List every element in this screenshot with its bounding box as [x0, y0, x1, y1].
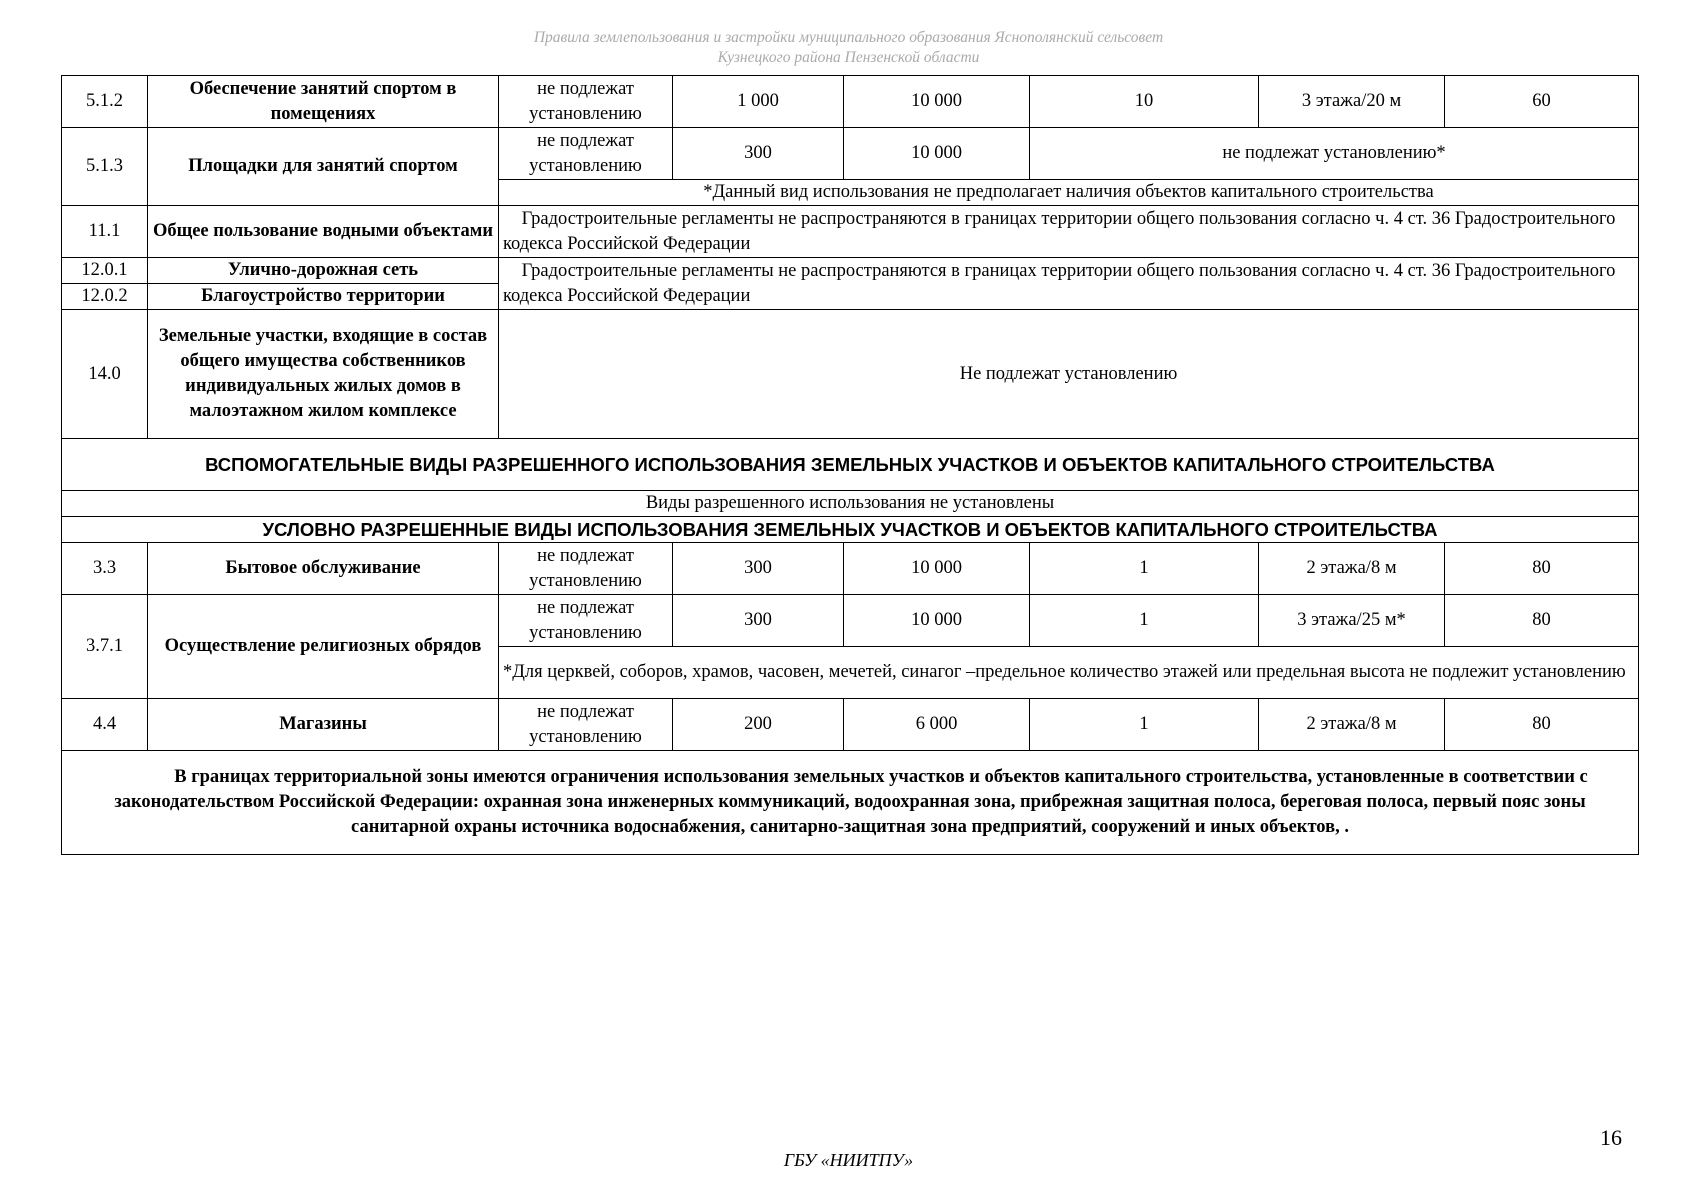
running-header-line1: Правила землепользования и застройки муниципального образования Яснополянский сельсовет — [533, 29, 1164, 46]
code-cell: 14.0 — [62, 310, 148, 439]
merged-value-cell: Не подлежат установлению — [499, 310, 1639, 439]
section-heading-row — [62, 517, 1639, 543]
area-cell: не подлежат установлению — [499, 595, 673, 647]
restrictions-text: В границах территориальной зоны имеются ограничения использования земельных участков и объектов капитального строительства, установленные в соответствии с законодательством Российской Федерации: охранная зона инженерных коммуникаций, водоохранная зона, прибрежная защитная полоса, береговая полоса, первый пояс зоны санитарной охраны источника водоснабжения, санитарно-защитная зона предприятий, сооружений и иных объектов, . — [114, 767, 1588, 837]
floors-cell: 2 этажа/8 м — [1259, 543, 1445, 595]
section-heading: УСЛОВНО РАЗРЕШЕННЫЕ ВИДЫ ИСПОЛЬЗОВАНИЯ ЗЕМЕЛЬНЫХ УЧАСТКОВ И ОБЪЕКТОВ КАПИТАЛЬНОГО СТРОИТЕЛЬСТВА — [62, 517, 1639, 543]
area-cell: не подлежат установлению — [499, 699, 673, 751]
regulation-note-cell: Градостроительные регламенты не распространяются в границах территории общего пользования согласно ч. 4 ст. 36 Градостроительного кодекса Российской Федерации — [499, 206, 1639, 258]
code-cell: 3.3 — [62, 543, 148, 595]
section-note: Виды разрешенного использования не установлены — [62, 491, 1639, 517]
name-cell: Площадки для занятий спортом — [148, 128, 499, 206]
name-cell: Земельные участки, входящие в состав общего имущества собственников индивидуальных жилых домов в малоэтажном жилом комплексе — [148, 310, 499, 439]
table-row — [62, 751, 1639, 855]
restrictions-paragraph — [62, 751, 1639, 855]
code-cell: 12.0.2 — [62, 284, 148, 310]
percent-cell: 80 — [1445, 543, 1639, 595]
page-footer: ГБУ «НИИТПУ» — [783, 1150, 914, 1170]
table-row — [62, 310, 1639, 439]
name-cell: Осуществление религиозных обрядов — [148, 595, 499, 699]
indent-cell: 1 — [1030, 699, 1259, 751]
section-heading: ВСПОМОГАТЕЛЬНЫЕ ВИДЫ РАЗРЕШЕННОГО ИСПОЛЬЗОВАНИЯ ЗЕМЕЛЬНЫХ УЧАСТКОВ И ОБЪЕКТОВ КАПИТАЛЬНОГО СТРОИТЕЛЬСТВА — [62, 439, 1639, 491]
code-cell: 5.1.3 — [62, 128, 148, 206]
percent-cell: 60 — [1445, 76, 1639, 128]
code-cell: 12.0.1 — [62, 258, 148, 284]
footnote-cell: *Для церквей, соборов, храмов, часовен, мечетей, синагог –предельное количество этажей или предельная высота не подлежит установлению — [499, 647, 1639, 699]
footnote-cell: *Данный вид использования не предполагает наличия объектов капитального строительства — [499, 180, 1639, 206]
percent-cell: 80 — [1445, 699, 1639, 751]
code-cell: 4.4 — [62, 699, 148, 751]
area-cell: не подлежат установлению — [499, 76, 673, 128]
max-area-cell: 10 000 — [844, 543, 1030, 595]
table-row — [62, 543, 1639, 595]
table-row — [62, 491, 1639, 517]
running-header — [0, 28, 1697, 68]
max-area-cell: 6 000 — [844, 699, 1030, 751]
floors-cell: 3 этажа/20 м — [1259, 76, 1445, 128]
name-cell: Обеспечение занятий спортом в помещениях — [148, 76, 499, 128]
max-area-cell: 10 000 — [844, 595, 1030, 647]
max-area-cell: 10 000 — [844, 76, 1030, 128]
table-row — [62, 699, 1639, 751]
name-cell: Улично-дорожная сеть — [148, 258, 499, 284]
area-cell: не подлежат установлению — [499, 128, 673, 180]
min-area-cell: 200 — [673, 699, 844, 751]
min-area-cell: 300 — [673, 543, 844, 595]
floors-cell: 2 этажа/8 м — [1259, 699, 1445, 751]
max-area-cell: 10 000 — [844, 128, 1030, 180]
code-cell: 3.7.1 — [62, 595, 148, 699]
name-cell: Бытовое обслуживание — [148, 543, 499, 595]
area-cell: не подлежат установлению — [499, 543, 673, 595]
table-row — [62, 206, 1639, 258]
regulation-note-cell: Градостроительные регламенты не распространяются в границах территории общего пользования согласно ч. 4 ст. 36 Градостроительного кодекса Российской Федерации — [499, 258, 1639, 310]
page-number: 16 — [1600, 1125, 1622, 1150]
min-area-cell: 300 — [673, 595, 844, 647]
indent-cell: 1 — [1030, 595, 1259, 647]
name-cell: Благоустройство территории — [148, 284, 499, 310]
percent-cell: 80 — [1445, 595, 1639, 647]
running-header-line2: Кузнецкого района Пензенской области — [717, 49, 980, 66]
min-area-cell: 1 000 — [673, 76, 844, 128]
code-cell: 11.1 — [62, 206, 148, 258]
name-cell: Общее пользование водными объектами — [148, 206, 499, 258]
table-row — [62, 128, 1639, 180]
table-row — [62, 595, 1639, 647]
indent-cell: 1 — [1030, 543, 1259, 595]
min-area-cell: 300 — [673, 128, 844, 180]
table-row — [62, 258, 1639, 284]
merged-value-cell: не подлежат установлению* — [1030, 128, 1639, 180]
name-cell: Магазины — [148, 699, 499, 751]
indent-cell: 10 — [1030, 76, 1259, 128]
code-cell: 5.1.2 — [62, 76, 148, 128]
table-row — [62, 76, 1639, 128]
regulations-table — [61, 75, 1639, 855]
section-heading-row — [62, 439, 1639, 491]
floors-cell: 3 этажа/25 м* — [1259, 595, 1445, 647]
